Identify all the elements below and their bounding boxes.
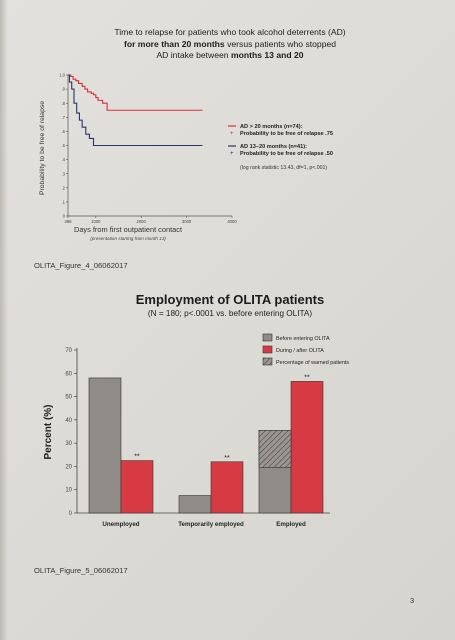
figure1-title-line3-b: months 13 and 20 <box>230 50 304 60</box>
employment-bar <box>121 461 153 513</box>
figure2-subtitle: (N = 180; p<.0001 vs. before entering OLITA) <box>147 309 313 318</box>
employment-category-label: Employed <box>276 521 306 528</box>
survival-ytick-label: .8 <box>61 100 65 106</box>
employment-legend-label: Percentage of warned patients <box>276 360 350 366</box>
employment-category-label: Temporarily employed <box>178 521 244 528</box>
survival-ytick-label: .7 <box>61 114 65 120</box>
figure1-title-line3-a: AD intake between <box>156 50 231 60</box>
employment-legend <box>263 334 349 366</box>
significance-mark: ** <box>134 453 140 461</box>
figure1-caption: OLITA_Figure_4_06062017 <box>34 261 128 270</box>
survival-ytick-label: .1 <box>61 199 65 205</box>
employment-legend-label: Before entering OLITA <box>276 336 330 342</box>
survival-ytick-label: .3 <box>61 171 65 177</box>
survival-ytick-label: 0 <box>62 213 65 219</box>
survival-xtick-label: 4000 <box>227 219 237 224</box>
employment-bar <box>211 462 243 513</box>
employment-legend-swatch <box>263 346 272 353</box>
survival-xtick-label: 1000 <box>91 219 101 224</box>
figure2-title: Employment of OLITA patients <box>135 292 325 307</box>
figure1-title-line1: Time to relapse for patients who took alcohol deterrents (AD) <box>114 27 346 37</box>
survival-xtick-label: 2000 <box>136 219 146 224</box>
employment-ytick-label: 70 <box>65 348 72 354</box>
employment-ytick-label: 60 <box>65 371 72 378</box>
survival-legend-marker: + <box>230 131 234 137</box>
survival-xtick-label: 3000 <box>181 219 192 224</box>
survival-xlabel: Days from first outpatient contact <box>73 225 183 234</box>
survival-ytick-label: 1.0 <box>59 72 65 78</box>
employment-bars <box>89 374 323 528</box>
employment-ytick-label: 20 <box>65 464 72 471</box>
survival-ytick-label: .9 <box>61 86 65 92</box>
employment-legend-label: During / after OLITA <box>276 348 324 354</box>
figure1-title-line2-b: 20 months <box>181 38 225 49</box>
survival-xtick-label: 388 <box>64 219 72 224</box>
survival-ytick-label: .4 <box>61 157 65 163</box>
significance-mark: ** <box>304 374 310 382</box>
survival-xlabel-note: (presentation starting from month 13) <box>90 236 166 241</box>
page-number: 3 <box>410 596 415 605</box>
significance-mark: ** <box>224 454 230 462</box>
figure1-title-line2-c: versus patients who stopped <box>224 38 337 49</box>
employment-bar <box>179 496 211 513</box>
employment-legend-swatch <box>263 334 272 341</box>
survival-legend-label: AD > 20 months (n=74): <box>240 124 303 130</box>
survival-ytick-label: .2 <box>61 185 65 191</box>
survival-legend-marker: + <box>230 151 234 157</box>
employment-ytick-label: 30 <box>65 441 72 448</box>
employment-ytick-label: 10 <box>65 487 72 494</box>
survival-ytick-label: .5 <box>61 143 65 149</box>
survival-annotation: (log rank statistic 13.43, df=1, p<.001) <box>240 165 328 171</box>
employment-ytick-label: 50 <box>65 394 72 401</box>
survival-legend-sublabel: Probability to be free of relapse .50 <box>240 151 333 157</box>
figure2-caption: OLITA_Figure_5_06062017 <box>34 566 128 575</box>
employment-bar <box>89 378 121 513</box>
survival-ytick-label: .6 <box>61 129 65 134</box>
employment-ytick-label: 40 <box>65 417 72 424</box>
employment-hatched-bar <box>259 430 291 467</box>
survival-legend-label: AD 13–20 months (n=41): <box>240 144 307 150</box>
employment-category-label: Unemployed <box>102 521 140 528</box>
employment-ytick-label: 0 <box>68 511 72 517</box>
survival-ylabel: Probability to be free of relapse <box>39 100 46 196</box>
employment-legend-swatch <box>263 358 272 365</box>
employment-bar <box>291 381 323 513</box>
employment-ylabel: Percent (%) <box>43 404 54 460</box>
figure1-title-line2-a: for more than <box>123 38 182 49</box>
survival-legend-sublabel: Probability to be free of relapse .75 <box>240 131 333 137</box>
